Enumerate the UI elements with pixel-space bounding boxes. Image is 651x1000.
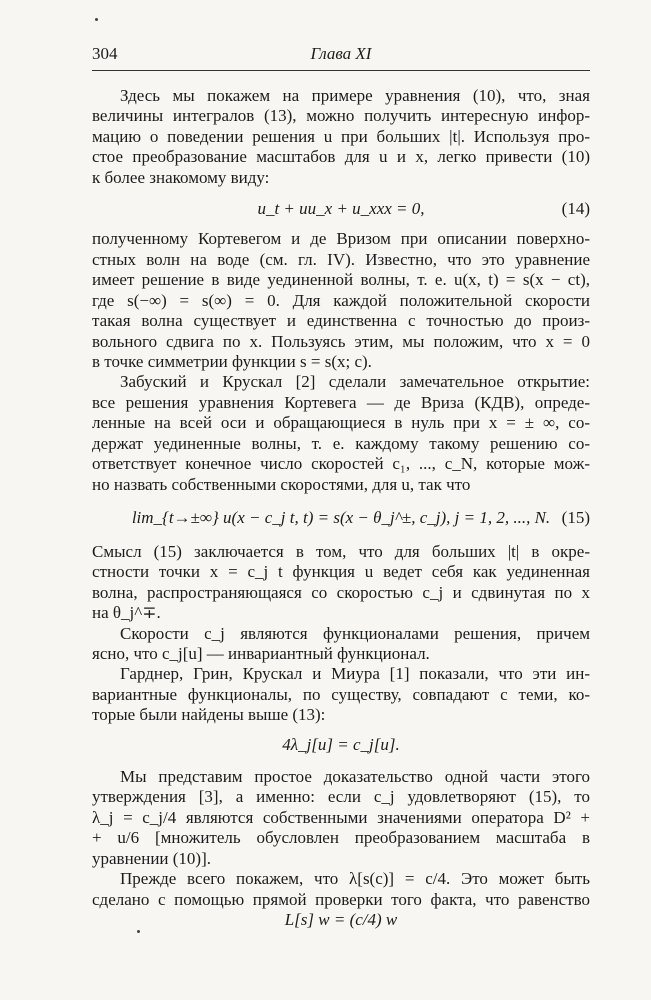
text-line: где s(−∞) = s(∞) = 0. Для каждой положительной скорости [92, 291, 590, 310]
text-line: полученному Кортевегом и де Вризом при описании поверхно- [92, 229, 590, 248]
text-line: утверждения [3], а именно: если c_j удовлетворяют (15), то [92, 787, 590, 806]
equation-14-body: u_t + uu_x + u_xxx = 0, [257, 199, 425, 218]
text-line: + u/6 [множитель обусловлен преобразованием масштаба в [92, 828, 590, 847]
text-line: на θ_j^∓. [92, 603, 161, 622]
equation-14-number: (14) [561, 199, 590, 218]
equation-14 [92, 199, 590, 219]
equation-L-body: L[s] w = (c/4) w [284, 910, 398, 929]
text-line: стных волн на воде (см. гл. IV). Известно, что это уравнение [92, 250, 590, 269]
equation-15-body: lim_{t→±∞} u(x − c_j t, t) = s(x − θ_j^±, c_j), j = 1, 2, ..., N. [131, 508, 551, 527]
text-line: в точке симметрии функции s = s(x; c). [92, 352, 372, 371]
header-rule [92, 70, 590, 71]
text-line: Гарднер, Грин, Крускал и Миура [1] показали, что эти ин- [120, 664, 590, 683]
text-line: такая волна существует и единственна с точностью до произ- [92, 311, 590, 330]
text-line: Здесь мы покажем на примере уравнения (10), что, зная [120, 86, 590, 105]
text-line: ленные на всей оси и обращающиеся в нуль при x = ± ∞, со- [92, 413, 590, 432]
text-line: ответствует конечное число скоростей c₁, ..., c_N, которые мож- [92, 454, 590, 473]
equation-L [92, 910, 590, 930]
speck-mark [137, 930, 140, 933]
text-line: вольного сдвига по x. Пользуясь этим, мы положим, что x = 0 [92, 332, 590, 351]
text-line: мацию о поведении решения u при больших |t|. Используя про- [92, 127, 590, 146]
text-line: но назвать собственными скоростями, для u, так что [92, 475, 471, 494]
text-line: Скорости c_j являются функционалами решения, причем [120, 624, 590, 643]
text-line: Прежде всего покажем, что λ[s(c)] = c/4. Это может быть [120, 869, 590, 888]
text-line: вариантные функционалы, по существу, совпадают с теми, ко- [92, 685, 590, 704]
text-line: Мы представим простое доказательство одной части этого [120, 767, 590, 786]
text-line: Забуский и Крускал [2] сделали замечательное открытие: [120, 372, 590, 391]
page-number: 304 [92, 44, 118, 63]
text-line: имеет решение в виде уединенной волны, т. е. u(x, t) = s(x − ct), [92, 270, 590, 289]
text-line: к более знакомому виду: [92, 168, 270, 187]
chapter-title: Глава XI [310, 44, 372, 63]
text-line: торые были найдены выше (13): [92, 705, 326, 724]
text-line: ясно, что c_j[u] — инвариантный функционал. [92, 644, 430, 663]
text-line: сделано с помощью прямой проверки того факта, что равенство [92, 890, 590, 909]
speck-mark [95, 18, 98, 21]
text-line: волна, распространяющаяся со скоростью c_j и сдвинутая по x [92, 583, 590, 602]
text-line: стности точки x = c_j t функция u ведет себя как уединенная [92, 562, 590, 581]
text-line: все решения уравнения Кортевега — де Вриза (КДВ), опреде- [92, 393, 590, 412]
text-line: уравнении (10)]. [92, 849, 211, 868]
running-header [92, 44, 590, 70]
text-line: стое преобразование масштабов для u и x, легко привести (10) [92, 147, 590, 166]
equation-15-number: (15) [561, 508, 590, 527]
text-line: держат уединенные волны, т. е. каждому такому решению со- [92, 434, 590, 453]
text-line: величины интегралов (13), можно получить интересную инфор- [92, 106, 590, 125]
equation-lambda: 4λ_j[u] = c_j[u]. [282, 735, 400, 754]
text-line: Смысл (15) заключается в том, что для больших |t| в окре- [92, 542, 590, 561]
text-line: λ_j = c_j/4 являются собственными значениями оператора D² + [92, 808, 590, 827]
equation-15 [92, 508, 590, 528]
